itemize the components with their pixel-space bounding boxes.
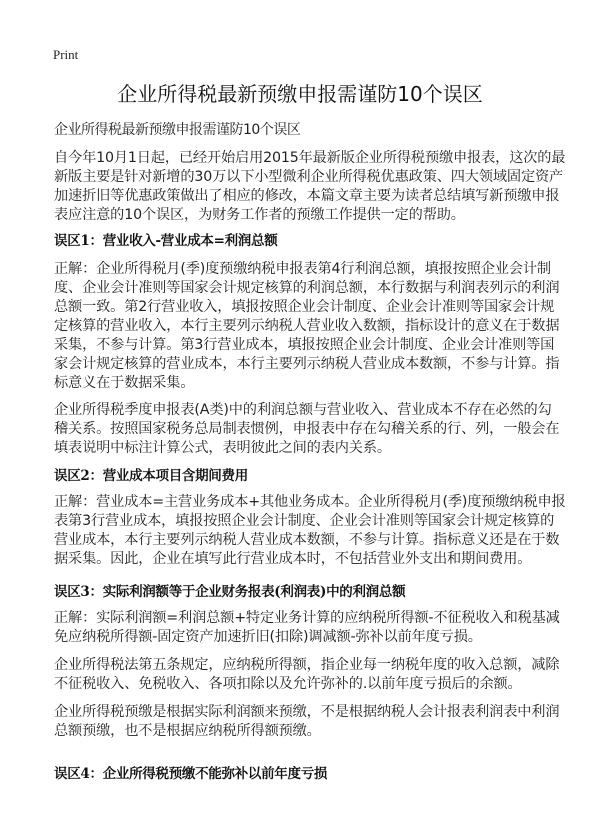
text-line: 定核算的营业收入，本行主要列示纳税人营业收入数额，指标设计的意义在于数据 — [54, 318, 560, 334]
text-line: 正解：营业成本=主营业务成本+其他业务成本。企业所得税月(季)度预缴纳税申报 — [54, 494, 566, 510]
section-3-paragraph-2 — [54, 656, 560, 694]
text-line: 正解：企业所得税月(季)度预缴纳税申报表第4行利润总额，填报按照企业会计制 — [54, 261, 551, 277]
section-heading-4: 误区4：企业所得税预缴不能弥补以前年度亏损 — [54, 766, 328, 782]
text-line: 自今年10月1日起，已经开始启用2015年最新版企业所得税预缴申报表，这次的最 — [54, 150, 566, 166]
text-line: 据采集。因此，企业在填写此行营业成本时，不包括营业外支出和期间费用。 — [54, 551, 532, 567]
text-line: 新版主要是针对新增的30万以下小型微利企业所得税优惠政策、四大领域固定资产 — [54, 169, 564, 185]
text-line: 标意义在于数据采集。 — [54, 375, 195, 391]
section-heading-2: 误区2：营业成本项目含期间费用 — [54, 468, 248, 484]
text-line: 稽关系。按照国家税务总局制表惯例，申报表中存在勾稽关系的行、列，一般会在 — [54, 421, 560, 437]
text-line: 度、企业会计准则等国家会计规定核算的利润总额，本行数据与利润表列示的利润 — [54, 280, 560, 296]
text-line: 总额预缴，也不是根据应纳税所得额预缴。 — [54, 723, 321, 739]
text-line: 企业所得税季度申报表(A类)中的利润总额与营业收入、营业成本不存在必然的勾 — [54, 402, 552, 418]
text-line: 营业成本，本行主要列示纳税人营业成本数额，不参与计算。指标意义还是在于数 — [54, 532, 560, 548]
section-3-paragraph-3 — [54, 703, 560, 741]
section-heading-3: 误区3：实际利润额等于企业财务报表(利润表)中的利润总额 — [54, 584, 406, 600]
text-line: 表应注意的10个误区，为财务工作者的预缴工作提供一定的帮助。 — [54, 207, 465, 223]
intro-paragraph — [54, 149, 566, 225]
section-3-paragraph-1 — [54, 609, 560, 647]
text-line: 正解：实际利润额=利润总额+特定业务计算的应纳税所得额-不征税收入和税基减 — [54, 610, 560, 626]
text-line: 企业所得税预缴是根据实际利润额来预缴，不是根据纳税人会计报表利润表中利润 — [54, 704, 560, 720]
page-title: 企业所得税最新预缴申报需谨防10个误区 — [117, 82, 483, 106]
text-line: 家会计规定核算的营业成本，本行主要列示纳税人营业成本数额，不参与计算。指 — [54, 356, 560, 372]
text-line: 总额一致。第2行营业收入，填报按照企业会计制度、企业会计准则等国家会计规 — [54, 299, 555, 315]
section-2-paragraph-1 — [54, 493, 566, 569]
text-line: 表第3行营业成本，填报按照企业会计制度、企业会计准则等国家会计规定核算的 — [54, 513, 555, 529]
article-subtitle: 企业所得税最新预缴申报需谨防10个误区 — [54, 122, 301, 138]
section-heading-1: 误区1：营业收入-营业成本=利润总额 — [54, 233, 278, 249]
section-1-paragraph-1 — [54, 260, 560, 393]
text-line: 不征税收入、免税收入、各项扣除以及允许弥补的.以前年度亏损后的余额。 — [54, 676, 522, 692]
text-line: 填表说明中标注计算公式，表明彼此之间的表内关系。 — [54, 440, 391, 456]
print-label[interactable]: Print — [53, 47, 79, 62]
text-line: 采集，不参与计算。第3行营业成本，填报按照企业会计制度、企业会计准则等国 — [54, 337, 555, 353]
text-line: 免应纳税所得额-固定资产加速折旧(扣除)调减额-弥补以前年度亏损。 — [54, 629, 482, 645]
section-1-paragraph-2 — [54, 401, 560, 458]
text-line: 企业所得税法第五条规定，应纳税所得额，指企业每一纳税年度的收入总额，减除 — [54, 657, 560, 673]
text-line: 加速折旧等优惠政策做出了相应的修改，本篇文章主要为读者总结填写新预缴申报 — [54, 188, 560, 204]
